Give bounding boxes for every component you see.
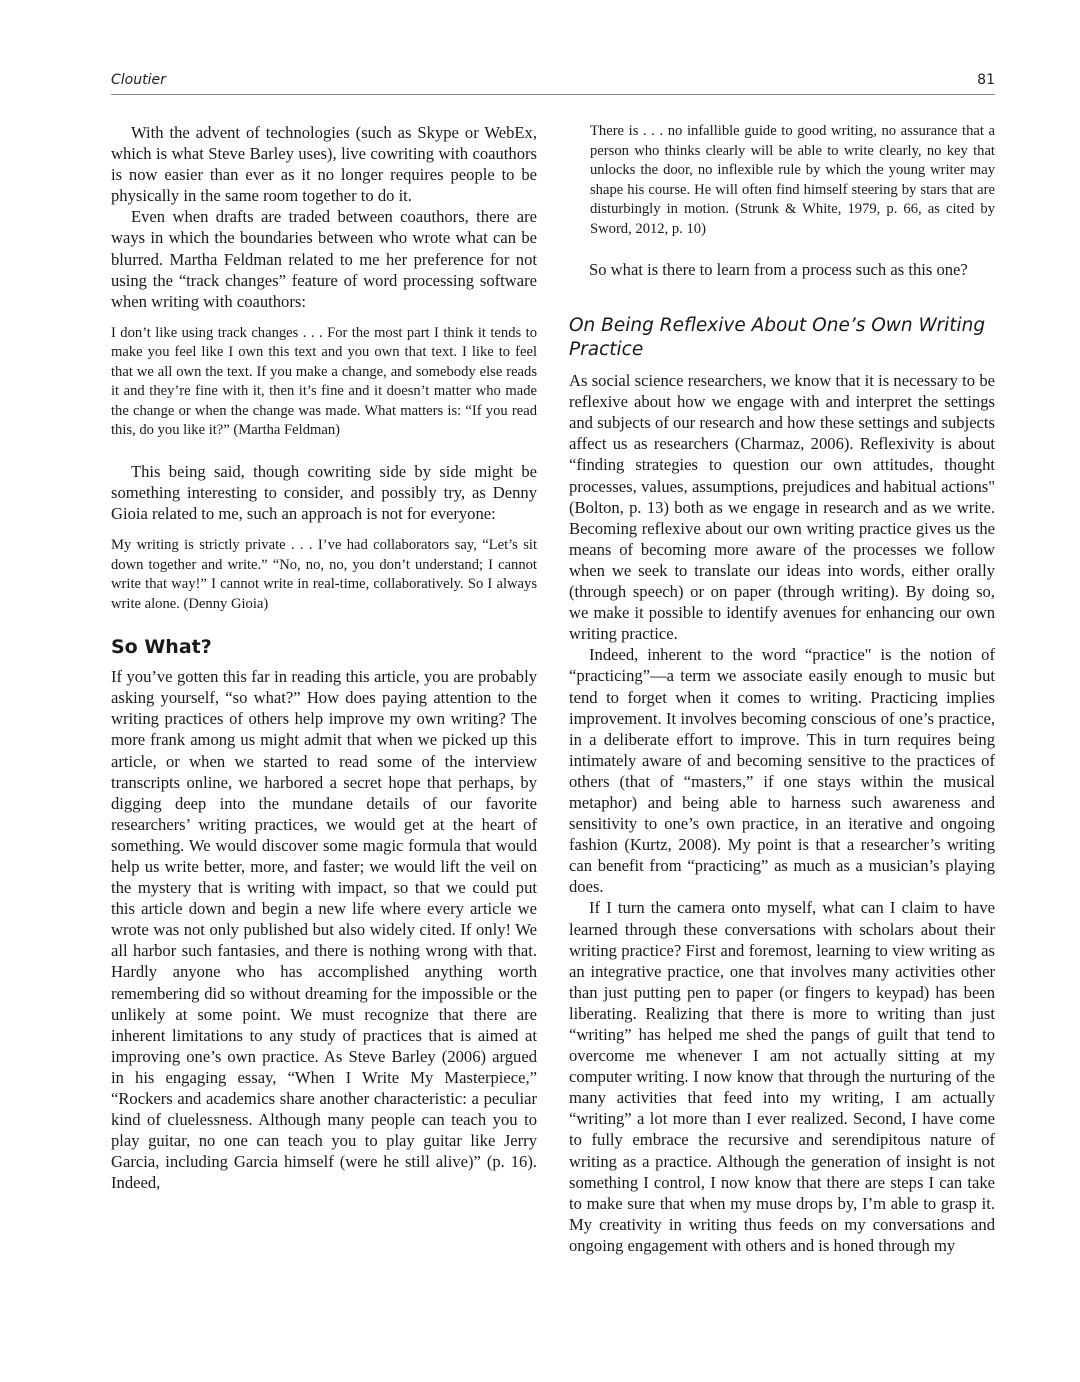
paragraph: So what is there to learn from a process such as this one?	[589, 260, 968, 279]
block-quote-gioia: My writing is strictly private . . . I’ve had collaborators say, “Let’s sit down together and write.” “No, no, no, you don’t understand; I cannot write that way!” I cannot write in real-time, collaboratively. So I always write alone. (Denny Gioia)	[111, 537, 537, 612]
paragraph: With the advent of technologies (such as Skype or WebEx, which is what Steve Barley uses), live cowriting with coauthors is now easier than ever as it no longer requires people to be physically in the same room together to do it.	[111, 123, 537, 206]
running-head-author: Cloutier	[111, 72, 166, 88]
paragraph: If I turn the camera onto myself, what can I claim to have learned through these conversations with scholars about their writing practice? First and foremost, learning to view writing as an integrative practice, one that involves many activities other than just putting pen to paper (or fingers to keypad) has been liberating. Realizing that there is more to writing than just “writing” has helped me shed the pangs of guilt that tend to overcome me whenever I am not actually sitting at my computer writing. I now know that through the nurturing of the many activities that feed into my writing, I am actually “writing” a lot more than I ever realized. Second, I have come to fully embrace the recursive and serendipitous nature of writing as a practice. Although the generation of insight is not something I control, I now know that there are steps I can take to make sure that when my muse drops by, I’m able to grasp it. My creativity in writing thus feeds on my conversations and ongoing engagement with others and is honed through my	[569, 898, 995, 1255]
paragraph: Indeed, inherent to the word “practice" is the notion of “practicing”—a term we associate easily enough to music but tend to forget when it comes to writing. Practicing implies improvement. It involves becoming conscious of one’s practice, in a deliberate effort to improve. This in turn requires being intimately aware of and becoming sensitive to the practices of others (that of “masters,” if one stays within the musical metaphor) and being able to harness such awareness and sensitivity to one’s own practice, in an iterative and ongoing fashion (Kurtz, 2008). My point is that a researcher’s writing can benefit from “practicing” as much as a musician’s playing does.	[569, 645, 995, 897]
page-header	[111, 70, 995, 95]
block-quote-feldman: I don’t like using track changes . . . For the most part I think it tends to make you feel like I own this text and you own that text. I like to feel that we all own the text. If you make a change, and somebody else reads it and they’re fine with it, then it’s fine and it doesn’t matter who made the change or when the change was made. What matters is: “If you read this, do you like it?” (Martha Feldman)	[111, 324, 537, 439]
page-number: 81	[977, 72, 995, 88]
block-quote-strunk-white: There is . . . no infallible guide to good writing, no assurance that a person who thinks clearly will be able to write clearly, no key that unlocks the door, no inflexible rule by which the young writer may shape his course. He will often find himself steering by stars that are disturbingly in motion. (Strunk & White, 1979, p. 66, as cited by Sword, 2012, p. 10)	[590, 123, 995, 237]
section-heading: So What?	[111, 636, 212, 659]
paragraph: If you’ve gotten this far in reading this article, you are probably asking yourself, “so what?” How does paying attention to the writing practices of others help improve my own writing? The more frank among us might admit that when we picked up this article, or when we started to read some of the interview transcripts online, we harbored a secret hope that perhaps, by digging deep into the mundane details of our favorite researchers’ writing practices, we would get at the heart of something. We would discover some magic formula that would help us write better, more, and faster; we would lift the veil on the mystery that is writing with impact, so that we could put this article down and begin a new life where every article we wrote was not only published but also widely cited. If only! We all harbor such fantasies, and there is nothing wrong with that. Hardly anyone who has accomplished anything worth remembering did so without dreaming for the impossible or the unlikely at some point. We must recognize that there are inherent limitations to any study of practices that is aimed at improving one’s own practice. As Steve Barley (2006) argued in his engaging essay, “When I Write My Masterpiece,” “Rockers and academics share another characteristic: a peculiar kind of cluelessness. Although many people can teach you to play guitar, no one can teach you to play guitar like Jerry Garcia, including Garcia himself (were he still alive)” (p. 16). Indeed,	[111, 667, 537, 1193]
subsection-heading: On Being Reflexive About One’s Own Writing Practice	[569, 315, 986, 361]
paragraph: Even when drafts are traded between coauthors, there are ways in which the boundaries between who wrote what can be blurred. Martha Feldman related to me her preference for not using the “track changes” feature of word processing software when writing with coauthors:	[111, 207, 537, 311]
paragraph: This being said, though cowriting side by side might be something interesting to consider, and possibly try, as Denny Gioia related to me, such an approach is not for everyone:	[111, 461, 537, 524]
right-column	[569, 122, 995, 1256]
left-column	[111, 122, 537, 1193]
paragraph: As social science researchers, we know that it is necessary to be reflexive about how we engage with and interpret the settings and subjects of our research and how these settings and subjects affect us as researchers (Charmaz, 2006). Reflexivity is about “finding strategies to question our own attitudes, thought processes, values, assumptions, prejudices and habitual actions" (Bolton, p. 13) both as we engage in research and as we write. Becoming reflexive about our own writing practice gives us the means of becoming more aware of the processes we follow when we seek to translate our ideas into words, either orally (through speech) or on paper (through writing). By doing so, we make it possible to identify avenues for enhancing our own writing practice.	[569, 371, 995, 644]
